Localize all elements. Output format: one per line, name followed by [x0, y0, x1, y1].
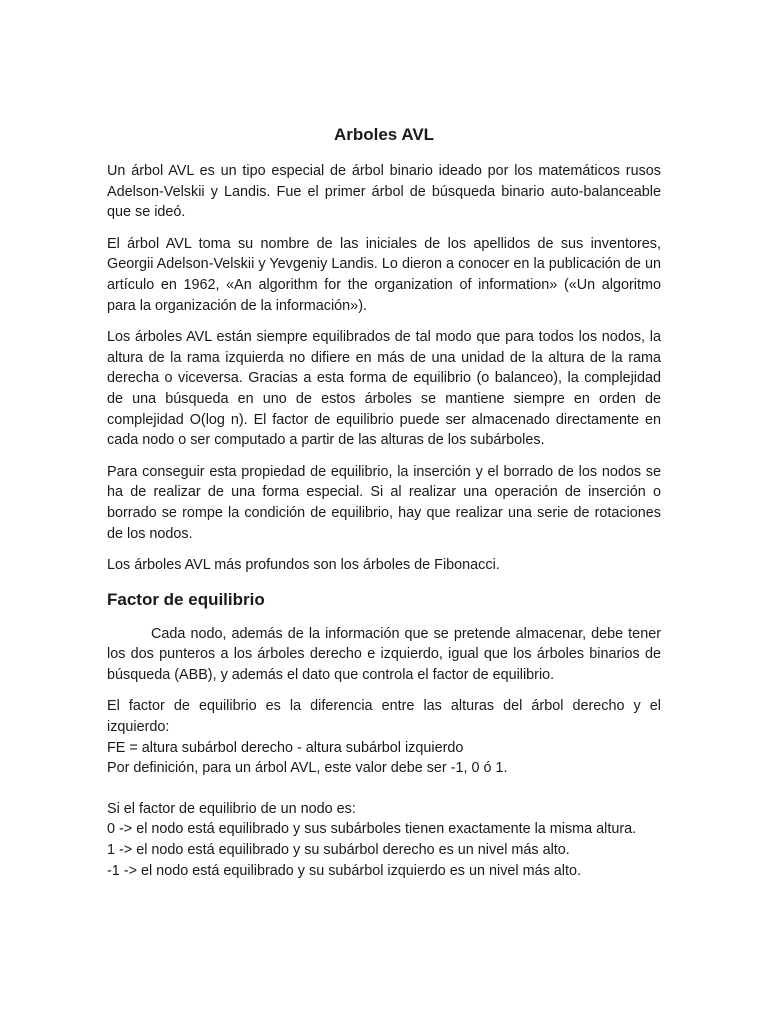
formula-line: FE = altura subárbol derecho - altura subárbol izquierdo [107, 739, 464, 756]
intro-paragraph-3: Los árboles AVL están siempre equilibrados de tal modo que para todos los nodos, la altura de la rama izquierda no difiere en más de una unidad de la altura de la rama derecha o viceversa. Gracias a esta forma de equilibrio (o balanceo), la complejidad de una búsqueda en uno de estos árboles se mantiene siempre en orden de complejidad O(log n). El factor de equilibrio puede ser almacenado directamente en cada nodo o ser computado a partir de las alturas de los subárboles. [107, 329, 661, 449]
definition-line: izquierdo: [107, 719, 170, 736]
intro-paragraph-2: El árbol AVL toma su nombre de las iniciales de los apellidos de sus inventores, Georgii Adelson-Velskii y Yevgeniy Landis. Lo dieron a conocer en la publicación de un artículo en 1962, «An algorithm for the organization of information» («Un algoritmo para la organización de la información»). [107, 235, 661, 314]
case-line: 0 -> el nodo está equilibrado y sus subárboles tienen exactamente la misma altura. [107, 821, 637, 838]
definition-block [107, 696, 661, 778]
intro-paragraph-5: Los árboles AVL más profundos son los árboles de Fibonacci. [107, 557, 500, 574]
definition-line: Por definición, para un árbol AVL, este valor debe ser -1, 0 ó 1. [107, 760, 508, 777]
document-title: Arboles AVL [333, 125, 435, 144]
section-heading: Factor de equilibrio [107, 589, 265, 609]
cases-intro-line: Si el factor de equilibrio de un nodo es: [107, 800, 356, 817]
cases-block [107, 799, 661, 881]
document-page [107, 124, 661, 901]
case-line: 1 -> el nodo está equilibrado y su subárbol derecho es un nivel más alto. [107, 842, 570, 859]
intro-paragraph-4: Para conseguir esta propiedad de equilibrio, la inserción y el borrado de los nodos se ha de realizar de una forma especial. Si al realizar una operación de inserción o borrado se rompe la condición de equilibrio, hay que realizar una serie de rotaciones de los nodos. [107, 463, 661, 542]
definition-line-first: El factor de equilibrio es la diferencia entre las alturas del árbol derecho y el [107, 698, 661, 715]
section-indented-paragraph: Cada nodo, además de la información que se pretende almacenar, debe tener los dos punteros a los árboles derecho e izquierdo, igual que los árboles binarios de búsqueda (ABB), y además el dato que controla el factor de equilibrio. [107, 625, 661, 683]
intro-paragraph-1: Un árbol AVL es un tipo especial de árbol binario ideado por los matemáticos rusos Adelson-Velskii y Landis. Fue el primer árbol de búsqueda binario auto-balanceable que se ideó. [107, 163, 661, 221]
case-line: -1 -> el nodo está equilibrado y su subárbol izquierdo es un nivel más alto. [107, 862, 581, 879]
